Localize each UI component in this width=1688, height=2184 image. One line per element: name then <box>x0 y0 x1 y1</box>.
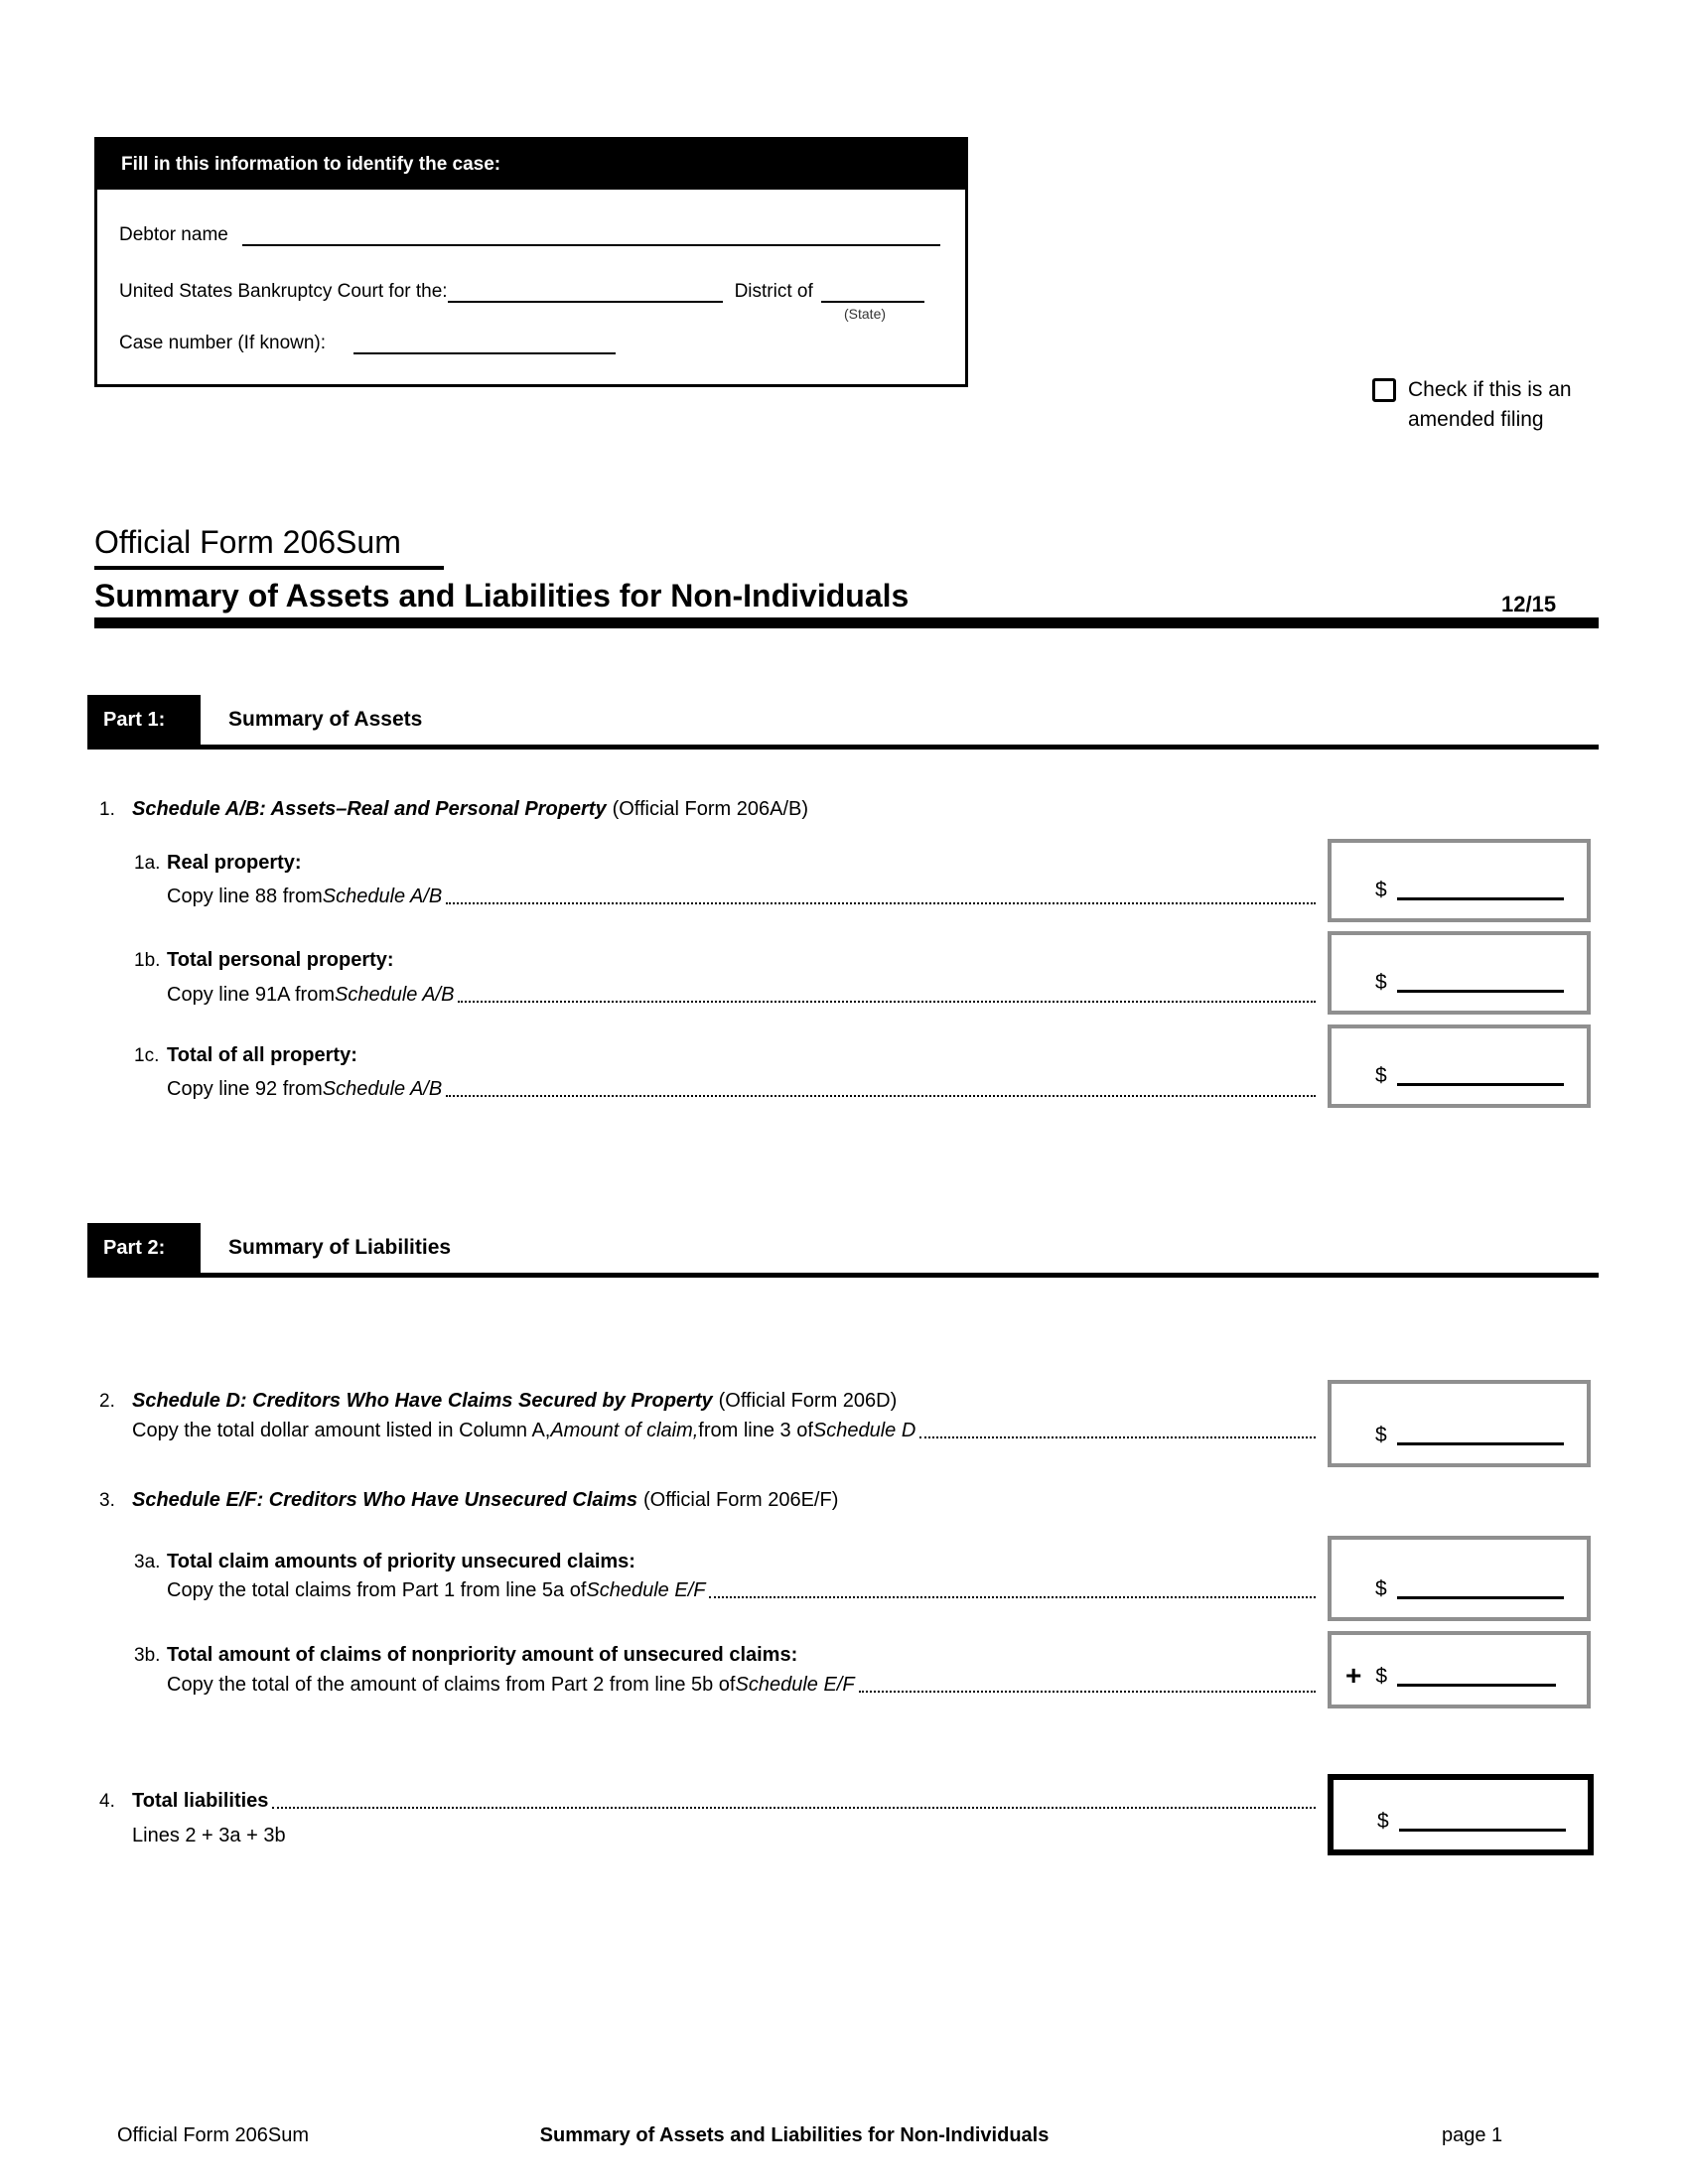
debtor-name-field[interactable] <box>242 224 940 246</box>
court-field[interactable] <box>448 281 723 303</box>
case-info-box <box>94 137 968 387</box>
case-number-row <box>119 331 940 354</box>
item-2-copy-row <box>132 1420 1316 1442</box>
item-1c-copy-row <box>167 1078 1316 1101</box>
part1-title: Summary of Assets <box>228 708 423 731</box>
footer-title: Summary of Assets and Liabilities for Non-Individuals <box>539 2124 1050 2146</box>
district-field[interactable] <box>821 281 924 303</box>
district-label: District of <box>734 281 813 302</box>
item-2-heading <box>99 1390 897 1413</box>
debtor-name-row <box>119 222 940 246</box>
leader-dots <box>859 1691 1316 1693</box>
item-1a-label-row <box>134 852 302 875</box>
item-1c-number: 1c. <box>134 1045 160 1066</box>
footer-form-id: Official Form 206Sum <box>117 2124 310 2146</box>
part2-label: Part 2: <box>87 1223 201 1273</box>
item-1b-copy: Copy line 91A from <box>167 984 335 1006</box>
leader-dots <box>446 902 1316 904</box>
item-2-copy-italic-1: Amount of claim, <box>550 1420 699 1441</box>
dollar-sign-2: $ <box>1375 1424 1387 1446</box>
item-3a-copy-row <box>167 1579 1316 1602</box>
amount-field-1a[interactable] <box>1397 897 1564 900</box>
item-2-copy-2: from line 3 of <box>698 1420 813 1441</box>
court-row <box>119 279 940 303</box>
item-3b-number: 3b. <box>134 1645 161 1666</box>
item-1-number: 1. <box>99 799 115 820</box>
dollar-sign-1b: $ <box>1375 971 1387 994</box>
dollar-sign-3a: $ <box>1375 1577 1387 1600</box>
item-2-number: 2. <box>99 1391 115 1412</box>
item-1-heading <box>99 798 808 821</box>
part1-header <box>87 695 1599 750</box>
item-3b-label: Total amount of claims of nonpriority amount of unsecured claims: <box>167 1644 798 1666</box>
case-number-label: Case number (If known): <box>119 333 327 353</box>
leader-dots <box>446 1095 1316 1097</box>
amount-box-1b <box>1328 931 1591 1015</box>
plus-sign: + <box>1345 1659 1362 1691</box>
state-hint: (State) <box>844 306 887 322</box>
item-1-form-ref: (Official Form 206A/B) <box>612 798 809 820</box>
item-1a-copy-italic: Schedule A/B <box>322 886 443 907</box>
item-1a-copy-row <box>167 886 1316 908</box>
item-4-row <box>99 1790 1316 1813</box>
leader-dots <box>709 1596 1316 1598</box>
part2-header <box>87 1223 1599 1278</box>
item-2-name: Schedule D: Creditors Who Have Claims Secured by Property <box>132 1390 713 1412</box>
dollar-sign-total: $ <box>1377 1810 1389 1833</box>
amount-box-1a <box>1328 839 1591 922</box>
part1-label: Part 1: <box>87 695 201 745</box>
item-3b-copy-italic: Schedule E/F <box>735 1674 855 1696</box>
case-number-field[interactable] <box>353 333 616 354</box>
item-4-sub: Lines 2 + 3a + 3b <box>132 1825 286 1846</box>
item-1b-label-row <box>134 949 394 972</box>
amount-inner-1a <box>1375 880 1564 900</box>
item-3a-copy-italic: Schedule E/F <box>586 1579 706 1601</box>
item-3b-label-row <box>134 1644 797 1667</box>
amount-box-total <box>1328 1774 1594 1855</box>
amount-inner-1c <box>1375 1065 1564 1086</box>
item-2-form-ref: (Official Form 206D) <box>718 1390 898 1412</box>
item-1c-copy: Copy line 92 from <box>167 1078 323 1100</box>
dollar-sign-3b: $ <box>1375 1665 1388 1688</box>
amended-filing-row <box>1372 375 1618 436</box>
amount-field-3a[interactable] <box>1397 1596 1564 1599</box>
debtor-name-label: Debtor name <box>119 224 228 245</box>
item-2-copy-1: Copy the total dollar amount listed in Column A, <box>132 1420 551 1441</box>
page-title: Summary of Assets and Liabilities for Non-Individuals <box>94 578 910 614</box>
amount-box-3b <box>1328 1631 1591 1708</box>
item-1b-copy-row <box>167 984 1316 1007</box>
item-4-label: Total liabilities <box>132 1790 269 1812</box>
amount-inner-3a <box>1375 1578 1564 1599</box>
item-1b-copy-italic: Schedule A/B <box>334 984 455 1006</box>
amount-box-3a <box>1328 1536 1591 1621</box>
item-3-heading <box>99 1489 838 1512</box>
item-4-number: 4. <box>99 1791 115 1812</box>
form-id-underline <box>94 566 444 570</box>
item-3-form-ref: (Official Form 206E/F) <box>643 1489 839 1511</box>
amount-inner-total <box>1377 1811 1566 1832</box>
item-3a-label: Total claim amounts of priority unsecured claims: <box>167 1551 635 1572</box>
amount-field-2[interactable] <box>1397 1442 1564 1445</box>
item-1b-number: 1b. <box>134 950 161 971</box>
item-2-copy-italic-2: Schedule D <box>812 1420 916 1441</box>
amount-field-3b[interactable] <box>1397 1684 1556 1687</box>
amended-filing-checkbox[interactable] <box>1372 378 1396 402</box>
item-3b-copy-row <box>167 1674 1316 1697</box>
item-1c-copy-italic: Schedule A/B <box>322 1078 443 1100</box>
dollar-sign-1a: $ <box>1375 879 1387 901</box>
item-3-number: 3. <box>99 1490 115 1511</box>
footer-page-number: page 1 <box>1442 2124 1503 2146</box>
amount-box-2 <box>1328 1380 1591 1467</box>
leader-dots <box>458 1001 1316 1003</box>
leader-dots <box>272 1807 1316 1809</box>
item-1c-label-row <box>134 1044 357 1067</box>
amount-field-1b[interactable] <box>1397 990 1564 993</box>
amount-inner-2 <box>1375 1425 1564 1445</box>
item-3a-copy: Copy the total claims from Part 1 from line 5a of <box>167 1579 587 1601</box>
amount-inner-1b <box>1375 972 1564 993</box>
part2-title: Summary of Liabilities <box>228 1236 452 1259</box>
dollar-sign-1c: $ <box>1375 1064 1387 1087</box>
item-3a-label-row <box>134 1551 635 1573</box>
amount-inner-3b <box>1345 1659 1556 1691</box>
amended-filing-label: Check if this is an amended filing <box>1408 378 1572 432</box>
title-divider <box>94 617 1599 628</box>
amount-field-1c[interactable] <box>1397 1083 1564 1086</box>
item-3a-number: 3a. <box>134 1552 161 1572</box>
item-1a-label: Real property: <box>167 852 302 874</box>
item-1-name: Schedule A/B: Assets–Real and Personal Property <box>132 798 607 820</box>
item-1c-label: Total of all property: <box>167 1044 357 1066</box>
item-1a-number: 1a. <box>134 853 161 874</box>
case-info-header: Fill in this information to identify the case: <box>97 140 965 190</box>
court-label: United States Bankruptcy Court for the: <box>119 281 448 302</box>
item-1a-copy: Copy line 88 from <box>167 886 323 907</box>
leader-dots <box>919 1436 1316 1438</box>
item-3b-copy: Copy the total of the amount of claims from Part 2 from line 5b of <box>167 1674 736 1696</box>
item-3-name: Schedule E/F: Creditors Who Have Unsecured Claims <box>132 1489 638 1511</box>
revision-date: 12/15 <box>1501 592 1557 616</box>
amount-box-1c <box>1328 1024 1591 1108</box>
form-id: Official Form 206Sum <box>94 524 401 560</box>
item-1b-label: Total personal property: <box>167 949 394 971</box>
amount-field-total[interactable] <box>1399 1829 1566 1832</box>
